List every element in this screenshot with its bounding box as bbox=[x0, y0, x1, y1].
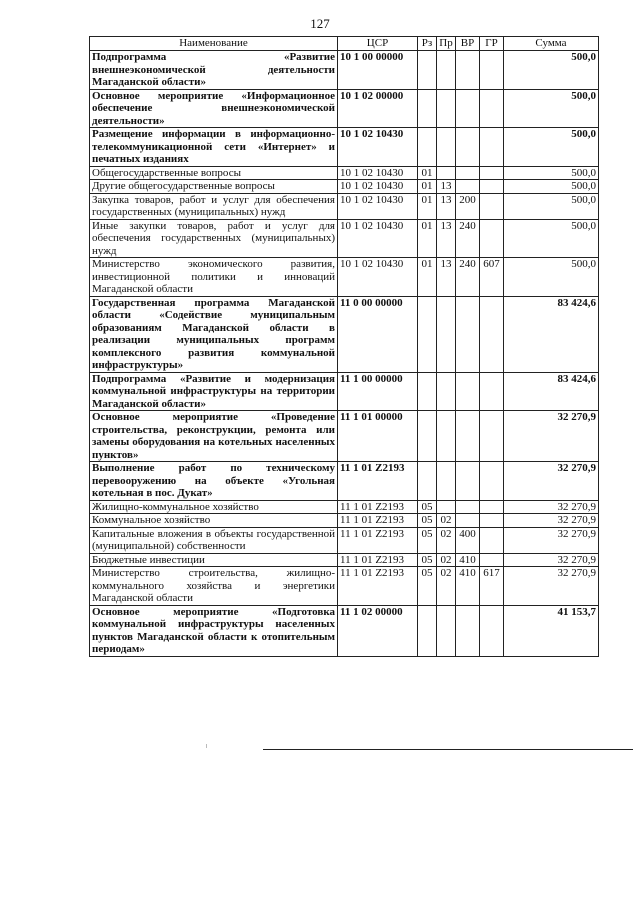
cell-sum: 32 270,9 bbox=[504, 514, 599, 528]
cell-csr: 11 1 01 Z2193 bbox=[338, 514, 418, 528]
cell-rz: 01 bbox=[418, 180, 437, 194]
cell-gr bbox=[480, 166, 504, 180]
cell-vr: 200 bbox=[456, 193, 480, 219]
cell-gr bbox=[480, 553, 504, 567]
cell-name: Государственная программа Магаданской области «Содействие муниципальным образованиям Магаданской области в реализации муниципальных программ комплексного развития коммунальной инфраструктуры» bbox=[90, 296, 338, 372]
table-row bbox=[90, 180, 599, 194]
table-row bbox=[90, 567, 599, 606]
cell-gr bbox=[480, 89, 504, 128]
cell-gr bbox=[480, 296, 504, 372]
table-row bbox=[90, 258, 599, 297]
cell-csr: 11 1 01 Z2193 bbox=[338, 462, 418, 501]
cell-sum: 500,0 bbox=[504, 180, 599, 194]
cell-rz bbox=[418, 462, 437, 501]
cell-pr: 13 bbox=[437, 193, 456, 219]
cell-vr: 240 bbox=[456, 258, 480, 297]
cell-csr: 11 1 02 00000 bbox=[338, 605, 418, 656]
cell-gr bbox=[480, 193, 504, 219]
cell-csr: 10 1 02 00000 bbox=[338, 89, 418, 128]
cell-sum: 32 270,9 bbox=[504, 567, 599, 606]
page-number: 127 bbox=[310, 16, 330, 31]
cell-sum: 32 270,9 bbox=[504, 411, 599, 462]
cell-vr bbox=[456, 462, 480, 501]
header-rz: Рз bbox=[418, 37, 437, 51]
footer-rule bbox=[263, 749, 633, 750]
header-pr: Пр bbox=[437, 37, 456, 51]
cell-gr bbox=[480, 500, 504, 514]
cell-gr bbox=[480, 527, 504, 553]
cell-name: Основное мероприятие «Подготовка коммунальной инфраструктуры населенных пунктов Магаданской области к отопительным периодам» bbox=[90, 605, 338, 656]
table-row bbox=[90, 527, 599, 553]
cell-name: Закупка товаров, работ и услуг для обеспечения государственных (муниципальных) нужд bbox=[90, 193, 338, 219]
table-row bbox=[90, 296, 599, 372]
cell-pr bbox=[437, 166, 456, 180]
table-row bbox=[90, 193, 599, 219]
budget-table bbox=[89, 36, 599, 657]
cell-pr: 13 bbox=[437, 258, 456, 297]
cell-rz: 01 bbox=[418, 193, 437, 219]
cell-vr bbox=[456, 514, 480, 528]
cell-sum: 41 153,7 bbox=[504, 605, 599, 656]
cell-name: Министерство экономического развития, инвестиционной политики и инноваций Магаданской области bbox=[90, 258, 338, 297]
cell-vr bbox=[456, 411, 480, 462]
cell-gr bbox=[480, 128, 504, 167]
cell-gr bbox=[480, 605, 504, 656]
cell-gr bbox=[480, 180, 504, 194]
cell-pr: 13 bbox=[437, 180, 456, 194]
header-sum: Сумма bbox=[504, 37, 599, 51]
cell-name: Основное мероприятие «Информационное обеспечение внешнеэкономической деятельности» bbox=[90, 89, 338, 128]
cell-vr bbox=[456, 128, 480, 167]
header-name: Наименование bbox=[90, 37, 338, 51]
cell-vr bbox=[456, 296, 480, 372]
cell-rz bbox=[418, 296, 437, 372]
cell-name: Министерство строительства, жилищно-коммунального хозяйства и энергетики Магаданской области bbox=[90, 567, 338, 606]
cell-rz: 01 bbox=[418, 258, 437, 297]
cell-pr bbox=[437, 51, 456, 90]
cell-sum: 500,0 bbox=[504, 128, 599, 167]
table-row bbox=[90, 553, 599, 567]
cell-vr bbox=[456, 372, 480, 411]
header-vr: ВР bbox=[456, 37, 480, 51]
cell-rz: 01 bbox=[418, 166, 437, 180]
cell-sum: 83 424,6 bbox=[504, 372, 599, 411]
cell-vr bbox=[456, 89, 480, 128]
cell-gr bbox=[480, 462, 504, 501]
table-header-row bbox=[90, 37, 599, 51]
cell-pr bbox=[437, 372, 456, 411]
table-row bbox=[90, 51, 599, 90]
cell-rz bbox=[418, 51, 437, 90]
cell-csr: 10 1 02 10430 bbox=[338, 193, 418, 219]
cell-name: Подпрограмма «Развитие внешнеэкономической деятельности Магаданской области» bbox=[90, 51, 338, 90]
cell-csr: 10 1 02 10430 bbox=[338, 219, 418, 258]
cell-rz bbox=[418, 411, 437, 462]
cell-csr: 11 1 01 Z2193 bbox=[338, 500, 418, 514]
cell-pr bbox=[437, 128, 456, 167]
cell-sum: 500,0 bbox=[504, 89, 599, 128]
cell-sum: 32 270,9 bbox=[504, 462, 599, 501]
table-row bbox=[90, 128, 599, 167]
margin-mark bbox=[206, 744, 207, 748]
cell-csr: 10 1 00 00000 bbox=[338, 51, 418, 90]
cell-csr: 10 1 02 10430 bbox=[338, 166, 418, 180]
cell-rz bbox=[418, 128, 437, 167]
cell-vr bbox=[456, 180, 480, 194]
cell-rz: 05 bbox=[418, 553, 437, 567]
cell-rz: 01 bbox=[418, 219, 437, 258]
table-row bbox=[90, 372, 599, 411]
cell-gr bbox=[480, 411, 504, 462]
cell-rz bbox=[418, 372, 437, 411]
cell-pr bbox=[437, 462, 456, 501]
cell-pr: 02 bbox=[437, 567, 456, 606]
cell-csr: 11 1 01 Z2193 bbox=[338, 553, 418, 567]
cell-csr: 10 1 02 10430 bbox=[338, 180, 418, 194]
table-row bbox=[90, 411, 599, 462]
cell-name: Размещение информации в информационно-телекоммуникационной сети «Интернет» и печатных изданиях bbox=[90, 128, 338, 167]
cell-gr bbox=[480, 514, 504, 528]
table-body bbox=[90, 51, 599, 657]
cell-pr: 02 bbox=[437, 514, 456, 528]
cell-vr: 400 bbox=[456, 527, 480, 553]
cell-name: Жилищно-коммунальное хозяйство bbox=[90, 500, 338, 514]
cell-name: Другие общегосударственные вопросы bbox=[90, 180, 338, 194]
cell-rz: 05 bbox=[418, 514, 437, 528]
cell-pr bbox=[437, 500, 456, 514]
cell-name: Подпрограмма «Развитие и модернизация коммунальной инфраструктуры на территории Магаданской области» bbox=[90, 372, 338, 411]
cell-rz bbox=[418, 605, 437, 656]
header-csr: ЦСР bbox=[338, 37, 418, 51]
cell-pr: 13 bbox=[437, 219, 456, 258]
cell-pr: 02 bbox=[437, 527, 456, 553]
table-row bbox=[90, 514, 599, 528]
cell-sum: 83 424,6 bbox=[504, 296, 599, 372]
cell-sum: 500,0 bbox=[504, 219, 599, 258]
cell-csr: 10 1 02 10430 bbox=[338, 258, 418, 297]
table-row bbox=[90, 89, 599, 128]
cell-sum: 32 270,9 bbox=[504, 553, 599, 567]
cell-gr bbox=[480, 372, 504, 411]
cell-gr: 607 bbox=[480, 258, 504, 297]
cell-csr: 11 1 01 Z2193 bbox=[338, 567, 418, 606]
cell-sum: 500,0 bbox=[504, 193, 599, 219]
cell-sum: 500,0 bbox=[504, 166, 599, 180]
cell-name: Коммунальное хозяйство bbox=[90, 514, 338, 528]
table-row bbox=[90, 605, 599, 656]
cell-name: Основное мероприятие «Проведение строительства, реконструкции, ремонта или замены оборудования на котельных населенных пунктов» bbox=[90, 411, 338, 462]
table-row bbox=[90, 166, 599, 180]
table-row bbox=[90, 500, 599, 514]
cell-vr bbox=[456, 51, 480, 90]
cell-name: Общегосударственные вопросы bbox=[90, 166, 338, 180]
cell-vr: 410 bbox=[456, 553, 480, 567]
cell-name: Капитальные вложения в объекты государственной (муниципальной) собственности bbox=[90, 527, 338, 553]
cell-sum: 500,0 bbox=[504, 258, 599, 297]
cell-pr: 02 bbox=[437, 553, 456, 567]
cell-gr bbox=[480, 51, 504, 90]
cell-rz: 05 bbox=[418, 527, 437, 553]
cell-csr: 10 1 02 10430 bbox=[338, 128, 418, 167]
cell-rz: 05 bbox=[418, 500, 437, 514]
cell-gr bbox=[480, 219, 504, 258]
cell-name: Выполнение работ по техническому перевооружению на объекте «Угольная котельная в пос. Дукат» bbox=[90, 462, 338, 501]
cell-csr: 11 1 00 00000 bbox=[338, 372, 418, 411]
cell-sum: 500,0 bbox=[504, 51, 599, 90]
cell-vr bbox=[456, 500, 480, 514]
cell-rz: 05 bbox=[418, 567, 437, 606]
cell-sum: 32 270,9 bbox=[504, 527, 599, 553]
cell-pr bbox=[437, 605, 456, 656]
table-row bbox=[90, 462, 599, 501]
cell-vr bbox=[456, 605, 480, 656]
cell-rz bbox=[418, 89, 437, 128]
cell-csr: 11 1 01 Z2193 bbox=[338, 527, 418, 553]
table-row bbox=[90, 219, 599, 258]
cell-pr bbox=[437, 296, 456, 372]
cell-csr: 11 1 01 00000 bbox=[338, 411, 418, 462]
cell-name: Иные закупки товаров, работ и услуг для обеспечения государственных (муниципальных) нужд bbox=[90, 219, 338, 258]
cell-vr: 240 bbox=[456, 219, 480, 258]
cell-pr bbox=[437, 89, 456, 128]
cell-pr bbox=[437, 411, 456, 462]
header-gr: ГР bbox=[480, 37, 504, 51]
cell-csr: 11 0 00 00000 bbox=[338, 296, 418, 372]
cell-name: Бюджетные инвестиции bbox=[90, 553, 338, 567]
cell-sum: 32 270,9 bbox=[504, 500, 599, 514]
cell-vr: 410 bbox=[456, 567, 480, 606]
cell-vr bbox=[456, 166, 480, 180]
cell-gr: 617 bbox=[480, 567, 504, 606]
